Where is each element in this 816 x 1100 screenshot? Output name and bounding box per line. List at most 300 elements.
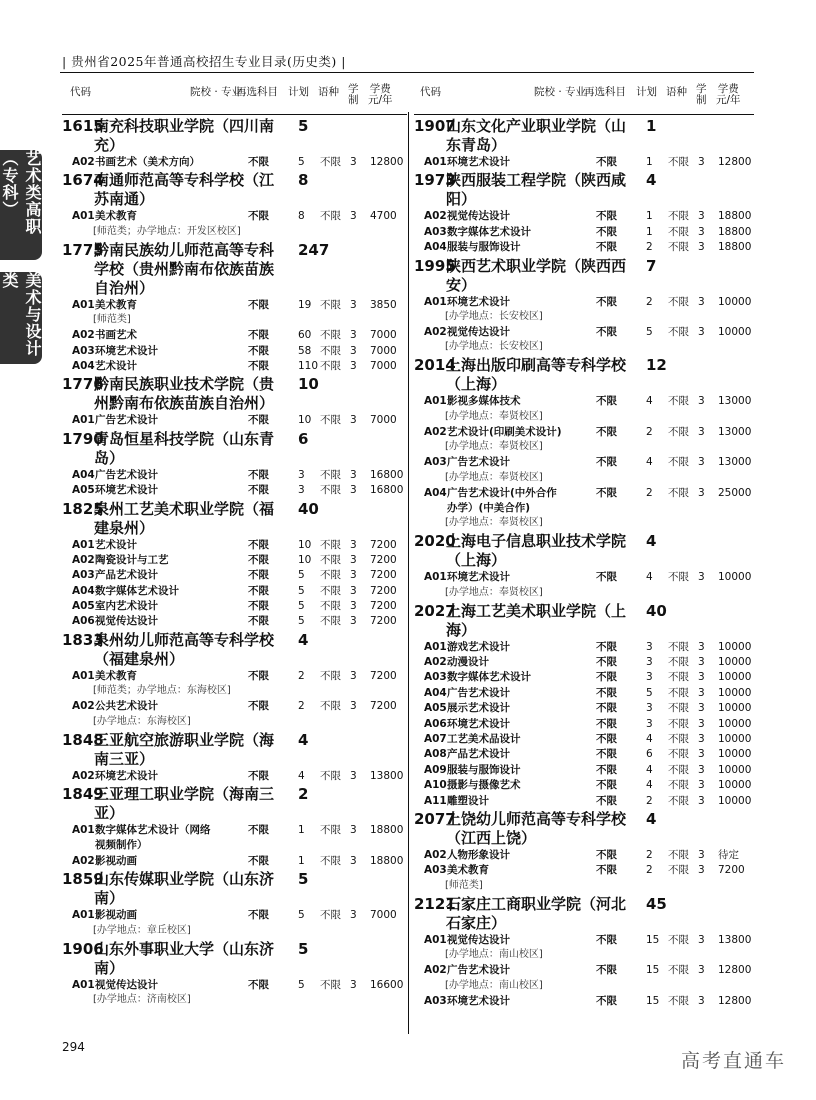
side-tab-subcategory: 美术与设计类: [0, 272, 42, 364]
major-name: 环境艺术设计: [447, 717, 510, 730]
major-duration: 3: [350, 538, 357, 551]
school-code: 1674: [62, 171, 104, 190]
major-row: [62, 908, 407, 923]
major-code: A01: [72, 538, 95, 551]
major-language: 不限: [668, 864, 689, 877]
major-code: A04: [424, 241, 447, 254]
major-fee: 12800: [718, 994, 752, 1007]
major-name: 艺术设计: [95, 538, 137, 551]
major-plan: 8: [298, 210, 305, 223]
school-name: 山东文化产业职业学院（山东青岛）: [446, 117, 627, 154]
major-duration: 3: [350, 669, 357, 682]
major-duration: 3: [350, 344, 357, 357]
school-code: 1825: [62, 499, 104, 518]
school-header: [414, 171, 754, 209]
school-code: 1775: [62, 240, 104, 259]
school-plan: 45: [646, 894, 667, 913]
major-name: 书画艺术: [95, 329, 137, 342]
major-row: [62, 344, 407, 359]
major-row: [414, 848, 754, 863]
major-name: 影视多媒体技术: [447, 395, 521, 408]
major-duration: 3: [698, 671, 705, 684]
col-code: 代码: [70, 86, 91, 98]
column-header-rule: [414, 114, 754, 115]
major-plan: 3: [646, 671, 653, 684]
school-header: [62, 870, 407, 908]
major-subject: 不限: [596, 763, 617, 776]
major-duration: 3: [698, 717, 705, 730]
major-subject: 不限: [596, 702, 617, 715]
major-plan: 5: [298, 909, 305, 922]
major-fee: 12800: [718, 964, 752, 977]
major-fee: 25000: [718, 486, 752, 499]
major-plan: 4: [646, 571, 653, 584]
col-plan: 计划: [636, 86, 657, 98]
major-row: [62, 359, 407, 374]
major-language: 不限: [668, 702, 689, 715]
major-code: A03: [424, 864, 447, 877]
school-header: [62, 430, 407, 468]
major-name: 广告艺术设计: [447, 964, 510, 977]
school-header: [414, 257, 754, 295]
school-name: 泉州幼儿师范高等专科学校（福建泉州）: [94, 630, 275, 668]
school-plan: 4: [646, 809, 657, 828]
major-plan: 10: [298, 538, 312, 551]
major-row: [414, 747, 754, 762]
major-name: 公共艺术设计: [95, 700, 158, 713]
major-row: [414, 570, 754, 585]
major-fee: 7000: [370, 344, 397, 357]
major-fee: 13800: [370, 769, 404, 782]
major-subject: 不限: [596, 295, 617, 308]
major-plan: 5: [298, 600, 305, 613]
major-note: [办学地点：长安校区]: [445, 341, 543, 353]
major-name: 美术教育: [95, 669, 137, 682]
major-note: [办学地点：章丘校区]: [93, 924, 191, 936]
major-subject: 不限: [248, 615, 269, 628]
major-code: A06: [424, 717, 447, 730]
major-row: [414, 933, 754, 948]
major-fee: 7200: [370, 569, 397, 582]
major-duration: 3: [698, 571, 705, 584]
major-code: A01: [72, 824, 95, 837]
major-row: [62, 483, 407, 498]
major-subject: 不限: [596, 225, 617, 238]
major-row: [414, 670, 754, 685]
major-subject: 不限: [596, 456, 617, 469]
major-language: 不限: [320, 569, 341, 582]
major-language: 不限: [668, 933, 689, 946]
major-name: 产品艺术设计: [447, 748, 510, 761]
major-name: 广告艺术设计: [447, 456, 510, 469]
major-plan: 15: [646, 994, 660, 1007]
major-row: [414, 863, 754, 878]
col-fee: 学费 元/年: [716, 83, 741, 106]
major-subject: 不限: [248, 538, 269, 551]
major-code: A02: [72, 553, 95, 566]
major-note: [师范类；办学地点：开发区校区]: [93, 225, 241, 237]
major-subject: 不限: [596, 717, 617, 730]
major-plan: 2: [646, 486, 653, 499]
school-header: [414, 117, 754, 155]
major-plan: 2: [646, 848, 653, 861]
major-code: A02: [72, 854, 95, 867]
major-plan: 3: [646, 717, 653, 730]
major-duration: 3: [698, 295, 705, 308]
right-column: [414, 116, 754, 1009]
major-plan: 5: [298, 615, 305, 628]
col-fee: 学费 元/年: [368, 83, 393, 106]
major-name: 数字媒体艺术设计: [447, 225, 531, 238]
major-language: 不限: [320, 584, 341, 597]
major-fee: 3850: [370, 298, 397, 311]
major-plan: 4: [646, 733, 653, 746]
school-plan: 40: [646, 601, 667, 620]
major-subject: 不限: [596, 241, 617, 254]
major-code: A04: [424, 686, 447, 699]
major-fee: 10000: [718, 686, 752, 699]
major-row: [414, 240, 754, 255]
major-fee: 10000: [718, 702, 752, 715]
major-plan: 3: [646, 656, 653, 669]
major-plan: 3: [298, 468, 305, 481]
major-language: 不限: [668, 748, 689, 761]
major-code: A02: [424, 656, 447, 669]
major-subject: 不限: [596, 686, 617, 699]
major-row: [414, 155, 754, 170]
major-subject: 不限: [248, 600, 269, 613]
school-code: 1833: [62, 630, 104, 649]
school-code: 1790: [62, 429, 104, 448]
major-code: A01: [72, 909, 95, 922]
major-code: A01: [72, 978, 95, 991]
major-plan: 110: [298, 359, 319, 372]
major-code: A01: [424, 395, 447, 408]
major-note: [办学地点：奉贤校区]: [445, 410, 543, 422]
brand-watermark: 高考直通车: [680, 1050, 786, 1072]
major-subject: 不限: [248, 909, 269, 922]
major-duration: 3: [698, 794, 705, 807]
major-duration: 3: [350, 600, 357, 613]
school-name: 黔南民族职业技术学院（贵州黔南布依族苗族自治州）: [94, 375, 275, 413]
school-name: 山东外事职业大学（山东济南）: [94, 939, 275, 977]
major-code: A01: [424, 156, 447, 168]
major-fee: 7200: [370, 600, 397, 613]
major-subject: 不限: [596, 794, 617, 807]
major-fee: 13000: [718, 425, 752, 438]
major-name: 服装与服饰设计: [447, 763, 521, 776]
major-row: [62, 209, 407, 224]
major-subject: 不限: [248, 669, 269, 682]
major-name: 室内艺术设计: [95, 600, 158, 613]
school-code: 2020: [414, 532, 456, 551]
major-subject: 不限: [248, 359, 269, 372]
school-plan: 247: [298, 240, 330, 259]
major-plan: 4: [646, 395, 653, 408]
major-name-continued: 视频制作）: [95, 839, 148, 852]
major-subject: 不限: [248, 584, 269, 597]
major-code: A04: [72, 584, 95, 597]
major-subject: 不限: [596, 325, 617, 338]
major-code: A03: [424, 456, 447, 469]
major-duration: 3: [350, 484, 357, 497]
major-fee: 12800: [370, 156, 404, 168]
major-fee: 10000: [718, 763, 752, 776]
major-language: 不限: [668, 686, 689, 699]
school-header: [62, 117, 407, 155]
major-row: [62, 584, 407, 599]
major-fee: 13800: [718, 933, 752, 946]
major-note: [办学地点：奉贤校区]: [445, 586, 543, 598]
major-duration: 3: [350, 584, 357, 597]
major-fee: 16800: [370, 484, 404, 497]
major-language: 不限: [668, 225, 689, 238]
school-header: [414, 356, 754, 394]
major-code: A02: [424, 964, 447, 977]
major-language: 不限: [668, 486, 689, 499]
major-name: 影视动画: [95, 909, 137, 922]
school-header: [62, 241, 407, 298]
major-code: A03: [424, 671, 447, 684]
major-subject: 不限: [596, 994, 617, 1007]
major-fee: 10000: [718, 717, 752, 730]
school-plan: 1: [646, 117, 657, 135]
school-code: 1859: [62, 870, 104, 889]
major-duration: 3: [350, 298, 357, 311]
major-code: A03: [72, 569, 95, 582]
school-plan: 5: [298, 117, 309, 135]
major-duration: 3: [698, 486, 705, 499]
major-duration: 3: [698, 964, 705, 977]
major-row: [62, 823, 407, 838]
major-code: A02: [72, 329, 95, 342]
major-duration: 3: [350, 210, 357, 223]
major-subject: 不限: [596, 210, 617, 223]
major-language: 不限: [320, 553, 341, 566]
major-note: [办学地点：奉贤校区]: [445, 471, 543, 483]
major-note: [办学地点：东海校区]: [93, 715, 191, 727]
major-fee: 10000: [718, 571, 752, 584]
major-code: A02: [424, 848, 447, 861]
major-plan: 2: [646, 794, 653, 807]
major-code: A03: [424, 225, 447, 238]
major-duration: 3: [350, 700, 357, 713]
major-plan: 4: [646, 779, 653, 792]
major-code: A09: [424, 763, 447, 776]
school-plan: 2: [298, 785, 309, 804]
major-plan: 2: [646, 295, 653, 308]
major-duration: 3: [698, 241, 705, 254]
major-row-continued: [414, 501, 754, 516]
school-code: 1615: [62, 117, 104, 135]
major-language: 不限: [320, 359, 341, 372]
major-row: [414, 963, 754, 978]
school-name: 南通师范高等专科学校（江苏南通）: [94, 171, 275, 209]
major-row: [62, 854, 407, 869]
major-name: 视觉传达设计: [95, 978, 158, 991]
major-code: A01: [424, 571, 447, 584]
major-code: A02: [72, 156, 95, 168]
major-name: 书画艺术（美术方向）: [95, 156, 200, 168]
major-duration: 3: [698, 225, 705, 238]
major-language: 不限: [668, 210, 689, 223]
major-plan: 4: [646, 456, 653, 469]
major-language: 不限: [320, 329, 341, 342]
major-duration: 3: [698, 864, 705, 877]
major-name: 视觉传达设计: [447, 933, 510, 946]
major-subject: 不限: [596, 933, 617, 946]
major-duration: 3: [698, 779, 705, 792]
major-duration: 3: [698, 210, 705, 223]
major-language: 不限: [668, 325, 689, 338]
school-code: 1906: [62, 939, 104, 958]
major-plan: 2: [646, 241, 653, 254]
school-header: [414, 895, 754, 933]
major-code: A03: [72, 344, 95, 357]
major-fee: 18800: [718, 241, 752, 254]
school-name: 黔南民族幼儿师范高等专科学校（贵州黔南布依族苗族自治州）: [94, 240, 275, 297]
school-plan: 8: [298, 171, 309, 190]
major-duration: 3: [698, 325, 705, 338]
major-duration: 3: [350, 978, 357, 991]
major-subject: 不限: [248, 414, 269, 427]
major-language: 不限: [668, 656, 689, 669]
major-language: 不限: [320, 824, 341, 837]
page-number: 294: [62, 1040, 85, 1054]
major-row: [414, 295, 754, 310]
major-subject: 不限: [596, 864, 617, 877]
major-name-continued: 办学）(中美合作): [447, 501, 531, 514]
major-name: 艺术设计: [95, 359, 137, 372]
major-language: 不限: [668, 794, 689, 807]
major-plan: 1: [298, 824, 305, 837]
major-language: 不限: [668, 964, 689, 977]
major-fee: 18800: [370, 854, 404, 867]
col-language: 语种: [666, 86, 687, 98]
school-plan: 5: [298, 870, 309, 889]
major-name: 环境艺术设计: [95, 344, 158, 357]
major-subject: 不限: [248, 769, 269, 782]
school-plan: 4: [646, 532, 657, 551]
major-name: 艺术设计(印刷美术设计): [447, 425, 562, 438]
major-language: 不限: [668, 848, 689, 861]
major-row: [414, 455, 754, 470]
major-subject: 不限: [596, 779, 617, 792]
major-duration: 3: [350, 414, 357, 427]
major-duration: 3: [350, 769, 357, 782]
major-row: [414, 225, 754, 240]
major-language: 不限: [320, 769, 341, 782]
major-plan: 58: [298, 344, 312, 357]
major-duration: 3: [350, 854, 357, 867]
school-plan: 12: [646, 356, 667, 375]
major-language: 不限: [668, 156, 689, 168]
major-fee: 10000: [718, 748, 752, 761]
school-name: 上海工艺美术职业学院（上海）: [446, 601, 627, 639]
major-row: [414, 763, 754, 778]
major-name: 影视动画: [95, 854, 137, 867]
major-duration: 3: [698, 748, 705, 761]
major-fee: 7000: [370, 329, 397, 342]
major-language: 不限: [320, 344, 341, 357]
col-duration: 学 制: [348, 83, 359, 106]
major-plan: 4: [298, 769, 305, 782]
major-name: 摄影与摄像艺术: [447, 779, 521, 792]
major-row: [62, 155, 407, 170]
major-name: 视觉传达设计: [447, 325, 510, 338]
major-code: A02: [424, 210, 447, 223]
major-language: 不限: [668, 994, 689, 1007]
major-name: 广告艺术设计: [95, 414, 158, 427]
major-duration: 3: [698, 733, 705, 746]
school-name: 陕西艺术职业学院（陕西西安）: [446, 256, 627, 294]
major-subject: 不限: [248, 824, 269, 837]
major-subject: 不限: [596, 671, 617, 684]
school-header: [62, 731, 407, 769]
major-language: 不限: [668, 733, 689, 746]
major-row: [62, 614, 407, 629]
major-language: 不限: [668, 763, 689, 776]
major-code: A04: [72, 359, 95, 372]
major-fee: 7200: [370, 615, 397, 628]
major-subject: 不限: [248, 854, 269, 867]
major-row: [414, 640, 754, 655]
major-note: [师范类]: [445, 879, 483, 891]
major-fee: 7200: [370, 700, 397, 713]
school-plan: 4: [298, 730, 309, 749]
major-code: A11: [424, 794, 447, 807]
major-row: [414, 994, 754, 1009]
major-fee: 13000: [718, 395, 752, 408]
major-fee: 13000: [718, 456, 752, 469]
major-language: 不限: [668, 717, 689, 730]
major-name: 数字媒体艺术设计: [95, 584, 179, 597]
major-code: A01: [424, 933, 447, 946]
major-plan: 4: [646, 763, 653, 776]
major-fee: 18800: [370, 824, 404, 837]
major-plan: 2: [646, 864, 653, 877]
major-fee: 10000: [718, 794, 752, 807]
page-header-title: | 贵州省2025年普通高校招生专业目录(历史类) |: [62, 54, 346, 69]
major-subject: 不限: [596, 571, 617, 584]
major-name: 陶瓷设计与工艺: [95, 553, 169, 566]
major-duration: 3: [350, 156, 357, 168]
school-plan: 5: [298, 939, 309, 958]
major-language: 不限: [320, 615, 341, 628]
major-language: 不限: [320, 909, 341, 922]
major-duration: 3: [698, 763, 705, 776]
school-name: 上饶幼儿师范高等专科学校（江西上饶）: [446, 809, 627, 847]
major-code: A05: [424, 702, 447, 715]
school-name: 上海出版印刷高等专科学校（上海）: [446, 356, 627, 394]
school-plan: 7: [646, 256, 657, 275]
major-duration: 3: [698, 425, 705, 438]
major-duration: 3: [350, 569, 357, 582]
major-duration: 3: [698, 395, 705, 408]
school-name: 石家庄工商职业学院（河北石家庄）: [446, 894, 627, 932]
school-name: 上海电子信息职业技术学院（上海）: [446, 532, 627, 570]
school-header: [62, 171, 407, 209]
major-language: 不限: [320, 700, 341, 713]
major-plan: 5: [298, 978, 305, 991]
major-language: 不限: [320, 468, 341, 481]
major-plan: 1: [298, 854, 305, 867]
school-code: 2027: [414, 601, 456, 620]
major-language: 不限: [668, 295, 689, 308]
major-plan: 15: [646, 964, 660, 977]
major-duration: 3: [698, 848, 705, 861]
major-row: [62, 298, 407, 313]
